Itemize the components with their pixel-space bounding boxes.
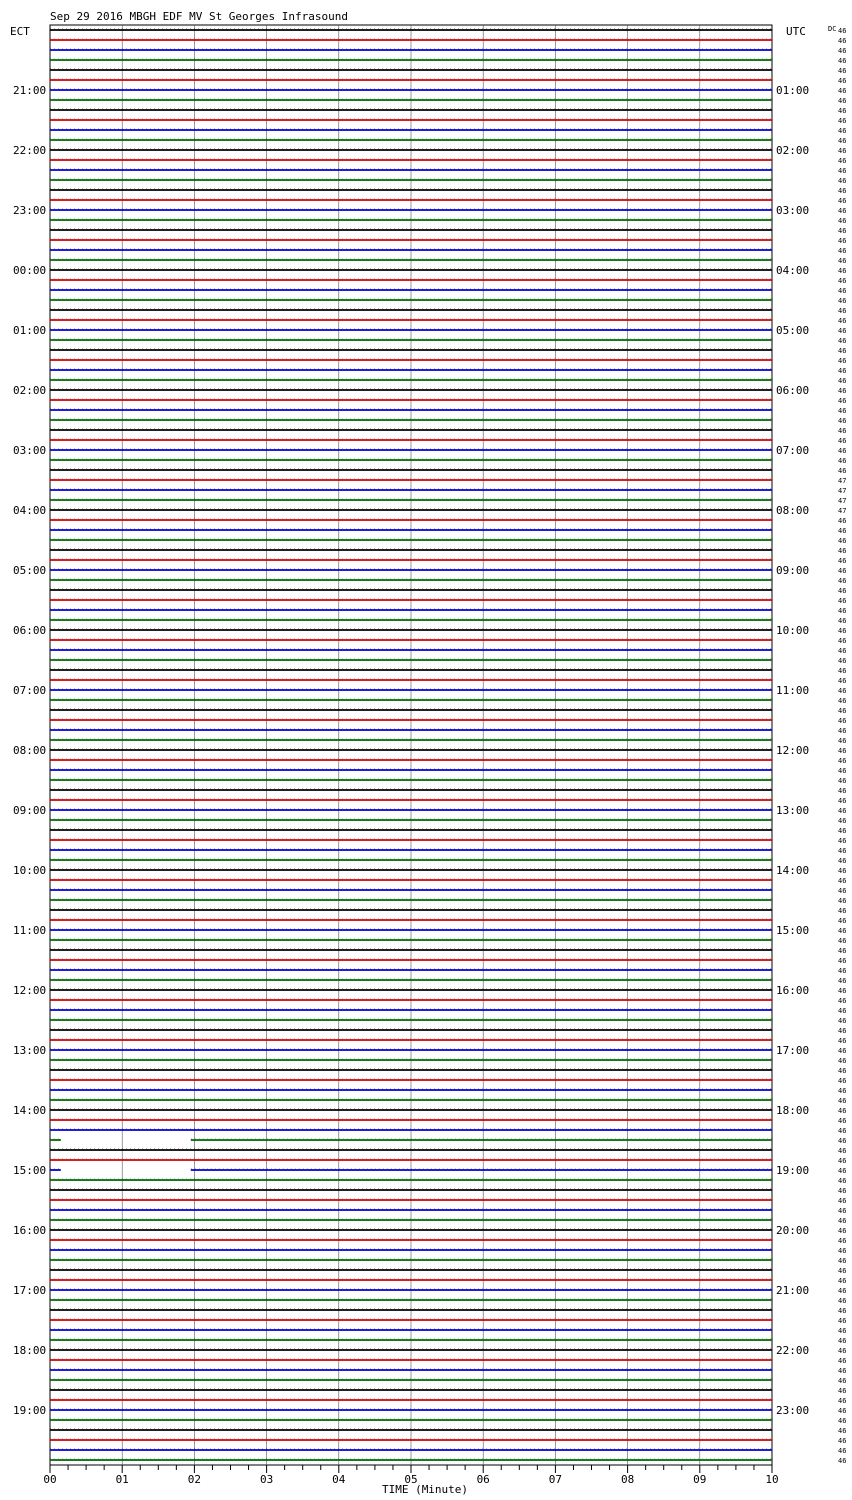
dc-value: 46 — [838, 77, 847, 85]
dc-value: 46 — [838, 577, 847, 585]
dc-value: 46 — [838, 27, 847, 35]
dc-value: 46 — [838, 947, 847, 955]
ect-hour-label: 06:00 — [13, 624, 47, 637]
ect-hour-label: 09:00 — [13, 804, 47, 817]
dc-value: 46 — [838, 1207, 847, 1215]
dc-value: 46 — [838, 847, 847, 855]
dc-value: 46 — [838, 997, 847, 1005]
dc-value: 46 — [838, 1367, 847, 1375]
dc-value: 46 — [838, 277, 847, 285]
dc-value: 46 — [838, 1397, 847, 1405]
ect-hour-label: 08:00 — [13, 744, 47, 757]
utc-hour-label: 12:00 — [776, 744, 810, 757]
utc-hour-label: 23:00 — [776, 1404, 810, 1417]
dc-value: 46 — [838, 1447, 847, 1455]
utc-hour-label: 05:00 — [776, 324, 810, 337]
dc-value: 46 — [838, 347, 847, 355]
dc-value: 46 — [838, 457, 847, 465]
dc-value: 46 — [838, 987, 847, 995]
dc-value: 46 — [838, 637, 847, 645]
dc-value: 46 — [838, 1277, 847, 1285]
dc-value: 46 — [838, 827, 847, 835]
ect-hour-label: 18:00 — [13, 1344, 47, 1357]
dc-value: 46 — [838, 57, 847, 65]
dc-value: 46 — [838, 627, 847, 635]
x-axis-label: TIME (Minute) — [381, 1483, 469, 1496]
dc-value: 46 — [838, 87, 847, 95]
x-tick-label: 03 — [259, 1473, 274, 1486]
dc-value: 46 — [838, 207, 847, 215]
dc-value: 46 — [838, 687, 847, 695]
dc-value: 46 — [838, 937, 847, 945]
dc-value: 46 — [838, 287, 847, 295]
ect-hour-label: 14:00 — [13, 1104, 47, 1117]
dc-value: 46 — [838, 37, 847, 45]
dc-value: 46 — [838, 897, 847, 905]
dc-value: 46 — [838, 197, 847, 205]
utc-hour-label: 08:00 — [776, 504, 810, 517]
dc-value: 46 — [838, 787, 847, 795]
dc-value: 46 — [838, 237, 847, 245]
dc-value: 46 — [838, 177, 847, 185]
dc-value: 46 — [838, 1347, 847, 1355]
dc-value: 46 — [838, 1317, 847, 1325]
dc-value: 46 — [838, 1197, 847, 1205]
ect-hour-label: 02:00 — [13, 384, 47, 397]
x-tick-label: 08 — [620, 1473, 635, 1486]
ect-hour-label: 04:00 — [13, 504, 47, 517]
x-tick-label: 02 — [187, 1473, 202, 1486]
dc-value: 46 — [838, 617, 847, 625]
ect-hour-label: 21:00 — [13, 84, 47, 97]
x-tick-label: 10 — [765, 1473, 779, 1486]
dc-value: 46 — [838, 1257, 847, 1265]
dc-value: 46 — [838, 1137, 847, 1145]
dc-value-group — [838, 27, 846, 1465]
dc-value: 46 — [838, 867, 847, 875]
dc-value: 46 — [838, 387, 847, 395]
dc-value: 46 — [838, 917, 847, 925]
dc-value: 46 — [838, 1427, 847, 1435]
dc-value: 46 — [838, 427, 847, 435]
dc-value: 46 — [838, 527, 847, 535]
utc-hour-label: 19:00 — [776, 1164, 810, 1177]
dc-value: 46 — [838, 977, 847, 985]
dc-value: 47 — [838, 477, 847, 485]
dc-value: 46 — [838, 317, 847, 325]
dc-value: 46 — [838, 67, 847, 75]
dc-value: 46 — [838, 547, 847, 555]
dc-value: 46 — [838, 337, 847, 345]
dc-value: 46 — [838, 267, 847, 275]
dc-value: 46 — [838, 1107, 847, 1115]
dc-value: 46 — [838, 1077, 847, 1085]
dc-value: 46 — [838, 1017, 847, 1025]
dc-value: 46 — [838, 307, 847, 315]
x-tick-label: 04 — [332, 1473, 346, 1486]
dc-value: 46 — [838, 757, 847, 765]
utc-hour-label: 16:00 — [776, 984, 810, 997]
dc-value: 46 — [838, 657, 847, 665]
ect-hour-label: 10:00 — [13, 864, 47, 877]
dc-value: 47 — [838, 497, 847, 505]
dc-value: 46 — [838, 257, 847, 265]
dc-value: 46 — [838, 1407, 847, 1415]
dc-value: 46 — [838, 717, 847, 725]
dc-value: 46 — [838, 1377, 847, 1385]
dc-value: 46 — [838, 797, 847, 805]
dc-value: 46 — [838, 1307, 847, 1315]
ect-hour-label: 23:00 — [13, 204, 47, 217]
dc-value: 46 — [838, 1267, 847, 1275]
utc-hour-label: 14:00 — [776, 864, 810, 877]
dc-value: 46 — [838, 1387, 847, 1395]
minute-gridlines — [122, 25, 700, 1465]
dc-value: 46 — [838, 907, 847, 915]
dc-value: 46 — [838, 887, 847, 895]
dc-value: 46 — [838, 1357, 847, 1365]
utc-hour-label: 09:00 — [776, 564, 810, 577]
dc-value: 46 — [838, 137, 847, 145]
dc-value: 46 — [838, 777, 847, 785]
utc-hour-label: 03:00 — [776, 204, 810, 217]
dc-value: 46 — [838, 417, 847, 425]
dc-value: 46 — [838, 567, 847, 575]
x-tick-label: 09 — [693, 1473, 707, 1486]
utc-hour-label: 06:00 — [776, 384, 810, 397]
dc-value: 46 — [838, 967, 847, 975]
ect-hour-label: 17:00 — [13, 1284, 47, 1297]
dc-value: 46 — [838, 1337, 847, 1345]
dc-value: 46 — [838, 97, 847, 105]
dc-value: 47 — [838, 487, 847, 495]
dc-value: 47 — [838, 507, 847, 515]
dc-value: 46 — [838, 377, 847, 385]
ect-hour-label: 19:00 — [13, 1404, 47, 1417]
dc-value: 46 — [838, 1417, 847, 1425]
dc-value: 46 — [838, 327, 847, 335]
ect-hour-label: 03:00 — [13, 444, 47, 457]
dc-value: 46 — [838, 877, 847, 885]
dc-value: 46 — [838, 817, 847, 825]
dc-value: 46 — [838, 647, 847, 655]
utc-hour-label: 13:00 — [776, 804, 810, 817]
dc-value: 46 — [838, 807, 847, 815]
dc-value: 46 — [838, 727, 847, 735]
dc-value: 46 — [838, 557, 847, 565]
dc-value: 46 — [838, 587, 847, 595]
dc-value: 46 — [838, 767, 847, 775]
utc-hour-label: 18:00 — [776, 1104, 810, 1117]
dc-value: 46 — [838, 1457, 847, 1465]
dc-value: 46 — [838, 1177, 847, 1185]
dc-value: 46 — [838, 227, 847, 235]
dc-value: 46 — [838, 1167, 847, 1175]
dc-value: 46 — [838, 747, 847, 755]
dc-value: 46 — [838, 107, 847, 115]
utc-hour-label: 02:00 — [776, 144, 810, 157]
dc-value: 46 — [838, 537, 847, 545]
dc-value: 46 — [838, 857, 847, 865]
dc-value: 46 — [838, 697, 847, 705]
dc-value: 46 — [838, 667, 847, 675]
dc-value: 46 — [838, 1287, 847, 1295]
dc-value: 46 — [838, 1157, 847, 1165]
dc-value: 46 — [838, 187, 847, 195]
utc-hour-label: 07:00 — [776, 444, 810, 457]
x-tick-label: 01 — [115, 1473, 129, 1486]
dc-value: 46 — [838, 247, 847, 255]
dc-value: 46 — [838, 117, 847, 125]
dc-value: 46 — [838, 1437, 847, 1445]
utc-hour-label: 20:00 — [776, 1224, 810, 1237]
dc-value: 46 — [838, 1117, 847, 1125]
dc-value: 46 — [838, 47, 847, 55]
utc-hour-label: 17:00 — [776, 1044, 810, 1057]
dc-value: 46 — [838, 1067, 847, 1075]
dc-value: 46 — [838, 217, 847, 225]
dc-value: 46 — [838, 397, 847, 405]
dc-value: 46 — [838, 957, 847, 965]
ect-hour-label: 12:00 — [13, 984, 47, 997]
utc-hour-label: 22:00 — [776, 1344, 810, 1357]
ect-hour-label: 13:00 — [13, 1044, 47, 1057]
dc-value: 46 — [838, 127, 847, 135]
dc-value: 46 — [838, 467, 847, 475]
ect-hour-label: 05:00 — [13, 564, 47, 577]
dc-value: 46 — [838, 1217, 847, 1225]
x-tick-label: 00 — [43, 1473, 57, 1486]
dc-value: 46 — [838, 607, 847, 615]
chart-title: Sep 29 2016 MBGH EDF MV St Georges Infrasound — [50, 10, 349, 23]
dc-value: 46 — [838, 677, 847, 685]
dc-value: 46 — [838, 437, 847, 445]
dc-value: 46 — [838, 1147, 847, 1155]
dc-value: 46 — [838, 357, 847, 365]
dc-value: 46 — [838, 367, 847, 375]
dc-value: 46 — [838, 737, 847, 745]
dc-value: 46 — [838, 447, 847, 455]
ect-hour-label: 16:00 — [13, 1224, 47, 1237]
ect-hour-label: 00:00 — [13, 264, 47, 277]
dc-value: 46 — [838, 147, 847, 155]
dc-value: 46 — [838, 707, 847, 715]
ect-hour-label: 22:00 — [13, 144, 47, 157]
dc-value: 46 — [838, 1297, 847, 1305]
ect-hour-label: 01:00 — [13, 324, 47, 337]
dc-value: 46 — [838, 837, 847, 845]
x-tick-label: 07 — [548, 1473, 563, 1486]
utc-hour-label: 10:00 — [776, 624, 810, 637]
dc-value: 46 — [838, 927, 847, 935]
dc-value: 46 — [838, 1027, 847, 1035]
utc-hour-label: 15:00 — [776, 924, 810, 937]
dc-value: 46 — [838, 597, 847, 605]
ect-hour-label: 11:00 — [13, 924, 47, 937]
dc-value: 46 — [838, 407, 847, 415]
left-timezone-label: ECT — [10, 25, 30, 38]
dc-value: 46 — [838, 517, 847, 525]
utc-hour-label: 11:00 — [776, 684, 810, 697]
dc-value: 46 — [838, 1127, 847, 1135]
dc-value: 46 — [838, 1327, 847, 1335]
utc-hour-label: 21:00 — [776, 1284, 810, 1297]
dc-value: 46 — [838, 1087, 847, 1095]
dc-value: 46 — [838, 157, 847, 165]
utc-hour-label: 01:00 — [776, 84, 810, 97]
dc-value: 46 — [838, 1237, 847, 1245]
dc-value: 46 — [838, 1227, 847, 1235]
dc-header-label: DC — [828, 25, 837, 33]
dc-value: 46 — [838, 1047, 847, 1055]
x-tick-label: 06 — [476, 1473, 490, 1486]
ect-hour-label: 15:00 — [13, 1164, 47, 1177]
dc-value: 46 — [838, 297, 847, 305]
dc-value: 46 — [838, 1097, 847, 1105]
dc-value: 46 — [838, 1007, 847, 1015]
dc-value: 46 — [838, 1037, 847, 1045]
dc-value: 46 — [838, 1187, 847, 1195]
dc-value: 46 — [838, 167, 847, 175]
x-tick-label: 05 — [404, 1473, 418, 1486]
dc-value: 46 — [838, 1247, 847, 1255]
ect-hour-label: 07:00 — [13, 684, 47, 697]
dc-value: 46 — [838, 1057, 847, 1065]
utc-hour-label: 04:00 — [776, 264, 810, 277]
right-timezone-label: UTC — [786, 25, 806, 38]
